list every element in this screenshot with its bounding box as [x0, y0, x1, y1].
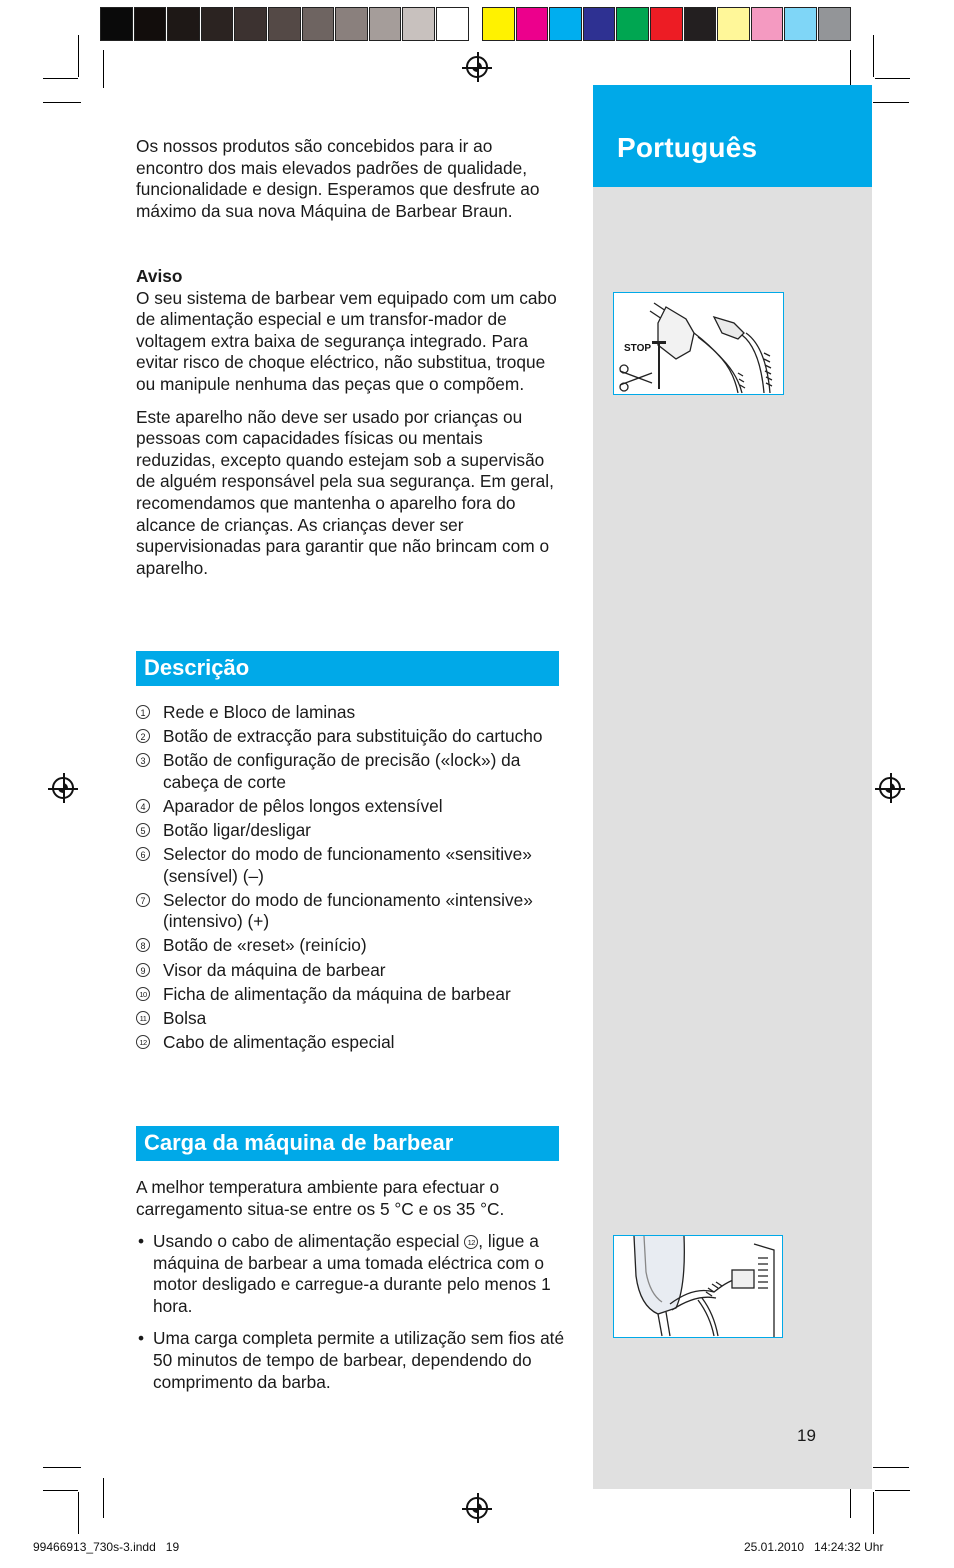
charging-bullet-1-pre: Usando o cabo de alimentação especial — [153, 1231, 460, 1251]
crop-mark — [78, 35, 79, 77]
item-number-badge: 8 — [136, 938, 150, 952]
process-swatch — [616, 7, 649, 41]
description-item — [136, 702, 566, 724]
process-swatch — [751, 7, 784, 41]
item-number-badge: 9 — [136, 963, 150, 977]
charging-intro: A melhor temperatura ambiente para efectuar o carregamento situa-se entre os 5 °C e os 35 °C. — [136, 1177, 505, 1219]
description-heading: Descrição — [144, 655, 250, 680]
charging-intro-section — [136, 1177, 556, 1220]
grayscale-swatch — [402, 7, 435, 41]
crop-mark — [873, 1467, 909, 1468]
process-swatch — [784, 7, 817, 41]
description-item-text: Ficha de alimentação da máquina de barbear — [163, 983, 511, 1004]
grayscale-swatch — [167, 7, 200, 41]
item-number-badge: 4 — [136, 799, 150, 813]
charging-bullet — [136, 1328, 566, 1393]
grayscale-swatch — [100, 7, 133, 41]
description-item-text: Botão de configuração de precisão («lock») da cabeça de corte — [163, 750, 521, 792]
process-swatch — [650, 7, 683, 41]
description-item-text: Selector do modo de funcionamento «sensitive» (sensível) (–) — [163, 844, 532, 886]
description-item — [136, 844, 566, 887]
process-swatch — [717, 7, 750, 41]
warning-section — [136, 266, 564, 579]
crop-mark — [873, 35, 874, 77]
process-swatch — [684, 7, 717, 41]
registration-mark-left — [52, 777, 74, 799]
description-item-text: Aparador de pêlos longos extensível — [163, 795, 443, 816]
crop-mark — [875, 1490, 910, 1491]
description-item — [136, 796, 566, 818]
item-number-badge: 3 — [136, 753, 150, 767]
description-item-text: Botão ligar/desligar — [163, 819, 311, 840]
item-number-badge: 5 — [136, 823, 150, 837]
item-number-badge: 11 — [136, 1011, 150, 1025]
figure-shaver-charging — [613, 1235, 783, 1338]
charging-heading: Carga da máquina de barbear — [144, 1130, 454, 1155]
grayscale-color-bar — [100, 7, 470, 43]
description-item — [136, 1008, 566, 1030]
grayscale-swatch — [268, 7, 301, 41]
description-item — [136, 960, 566, 982]
crop-mark — [43, 1490, 78, 1491]
description-item-text: Botão de «reset» (reinício) — [163, 935, 367, 956]
process-swatch — [818, 7, 851, 41]
grayscale-swatch — [234, 7, 267, 41]
grayscale-swatch — [134, 7, 167, 41]
item-number-badge: 7 — [136, 893, 150, 907]
grayscale-swatch — [335, 7, 368, 41]
item-number-badge: 12 — [136, 1035, 150, 1049]
plug-warning-illustration — [614, 293, 783, 394]
crop-mark — [103, 1478, 104, 1518]
description-item — [136, 1032, 566, 1054]
registration-mark-right — [879, 777, 901, 799]
process-color-bar — [482, 7, 852, 43]
description-item-text: Rede e Bloco de laminas — [163, 702, 356, 722]
language-title: Português — [617, 132, 758, 163]
process-swatch — [482, 7, 515, 41]
intro-paragraph: Os nossos produtos são concebidos para ir ao encontro dos mais elevados padrões de qualidade, funcionalidade e design. Esperamos que desfrute ao máximo da sua nova Máquina de Barbear Braun. — [136, 136, 540, 221]
charging-bullets — [136, 1231, 566, 1393]
crop-mark — [78, 1492, 79, 1534]
description-item-text: Botão de extracção para substituição do cartucho — [163, 726, 543, 747]
item-number-badge: 6 — [136, 847, 150, 861]
registration-mark-top — [466, 56, 488, 78]
grayscale-swatch — [369, 7, 402, 41]
process-swatch — [583, 7, 616, 41]
item-number-badge: 10 — [136, 987, 150, 1001]
description-item — [136, 726, 566, 748]
description-list — [136, 702, 566, 1056]
registration-mark-bottom — [466, 1497, 488, 1519]
footer-timestamp: 25.01.2010 14:24:32 Uhr — [744, 1540, 884, 1554]
process-swatch — [549, 7, 582, 41]
crop-mark — [875, 78, 910, 79]
item-number-badge: 1 — [136, 705, 150, 719]
description-item-text: Selector do modo de funcionamento «intensive» (intensivo) (+) — [163, 889, 533, 932]
intro-section — [136, 136, 556, 222]
figure-plug-warning — [613, 292, 784, 395]
description-heading-bar — [136, 651, 559, 686]
description-item — [136, 890, 566, 933]
crop-mark — [873, 102, 909, 103]
item-number-badge: 2 — [136, 729, 150, 743]
crop-mark — [43, 1467, 81, 1468]
description-item — [136, 750, 566, 793]
footer-file-info: 99466913_730s-3.indd 19 — [33, 1540, 180, 1554]
warning-heading: Aviso — [136, 266, 183, 286]
crop-mark — [43, 78, 78, 79]
description-item-text: Bolsa — [163, 1007, 207, 1028]
shaver-charging-illustration — [614, 1236, 782, 1337]
warning-paragraph-2: Este aparelho não deve ser usado por crianças ou pessoas com capacidades físicas ou mentais reduzidas, excepto quando estejam sob a supervisão de alguém responsável pela sua segurança. Em geral, recomendamos que mantenha o aparelho fora do alcance de crianças. As crianças dever ser supervisionadas para garantir que não brincam com o aparelho. — [136, 406, 554, 578]
grayscale-swatch — [436, 7, 469, 41]
item-number-badge: 12 — [464, 1235, 478, 1249]
page-number: 19 — [797, 1426, 816, 1445]
charging-heading-bar — [136, 1126, 559, 1161]
charging-bullet — [136, 1231, 566, 1317]
description-item — [136, 984, 566, 1006]
charging-bullet-2: Uma carga completa permite a utilização sem fios até 50 minutos de tempo de barbear, dependendo do comprimento da barba. — [153, 1328, 565, 1392]
crop-mark — [103, 50, 104, 88]
stop-label: STOP — [624, 343, 652, 354]
grayscale-swatch — [302, 7, 335, 41]
grayscale-swatch — [201, 7, 234, 41]
description-item-text: Cabo de alimentação especial — [163, 1031, 395, 1052]
charging-bullet-1-post: , ligue a máquina de barbear a uma tomada eléctrica com o motor desligado e carregue-a durante pelo menos 1 hora. — [153, 1231, 551, 1316]
crop-mark — [43, 102, 81, 103]
warning-paragraph-1: O seu sistema de barbear vem equipado com um cabo de alimentação especial e um transfor-mador de voltagem extra baixa de segurança integrado. Para evitar risco de choque eléctrico, não substitua, troque ou manipule nenhuma das peças que o compõem. — [136, 287, 557, 394]
process-swatch — [516, 7, 549, 41]
description-item-text: Visor da máquina de barbear — [163, 959, 386, 980]
crop-mark — [873, 1492, 874, 1534]
crop-mark — [850, 50, 851, 88]
description-item — [136, 935, 566, 957]
description-item — [136, 820, 566, 842]
